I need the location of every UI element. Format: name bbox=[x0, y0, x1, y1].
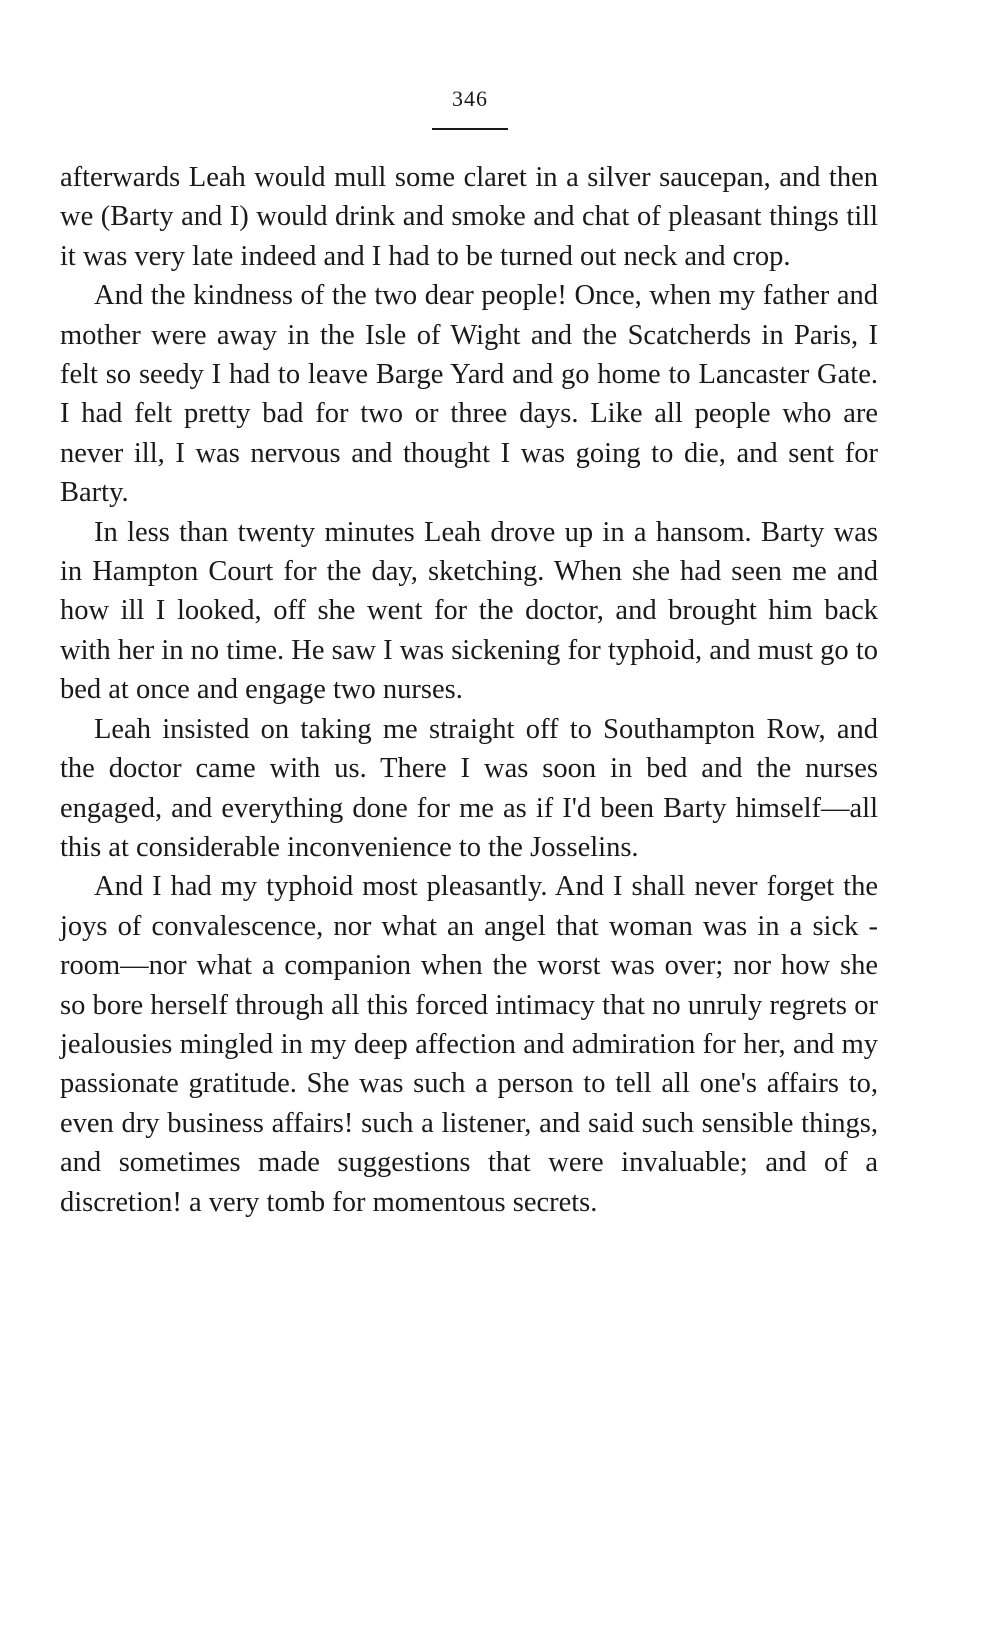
header-rule bbox=[432, 128, 508, 130]
paragraph-kindness: And the kindness of the two dear people! Once, when my father and mother were away in the Isle of Wight and the Scatcherds in Paris, I felt so seedy I had to leave Barge Yard and go home to Lancaster Gate. I had felt pretty bad for two or three days. Like all people who are never ill, I was nervous and thought I was going to die, and sent for Barty. bbox=[60, 280, 878, 509]
paragraph-continuation: afterwards Leah would mull some claret in a silver saucepan, and then we (Barty and I) would drink and smoke and chat of pleasant things till it was very late indeed and I had to be turned out neck and crop. bbox=[60, 162, 878, 272]
paragraph-leah-arrives: In less than twenty minutes Leah drove up in a hansom. Barty was in Hampton Court for the day, sketching. When she had seen me and how ill I looked, off she went for the doctor, and brought him back with her in no time. He saw I was sickening for typhoid, and must go to bed at once and engage two nurses. bbox=[60, 516, 878, 706]
paragraph-convalescence: And I had my typhoid most pleasantly. And I shall never forget the joys of convalescence, nor what an angel that woman was in a sick - room—nor what a companion when the worst was over; nor how she so bore herself through all this forced intimacy that no unruly regrets or jealousies mingled in my deep affection and admiration for her, and my passionate gratitude. She was such a person to tell all one's affairs to, even dry business affairs! such a listener, and said such sensible things, and sometimes made suggestions that were invaluable; and of a discretion! a very tomb for momentous secrets. bbox=[60, 871, 878, 1218]
page-number: 346 bbox=[452, 86, 488, 111]
paragraph-southampton-row: Leah insisted on taking me straight off to Southampton Row, and the doctor came with us. There I was soon in bed and the nurses engaged, and everything done for me as if I'd been Barty himself—all this at considerable inconvenience to the Josselins. bbox=[60, 713, 878, 863]
body-text bbox=[60, 158, 878, 1222]
